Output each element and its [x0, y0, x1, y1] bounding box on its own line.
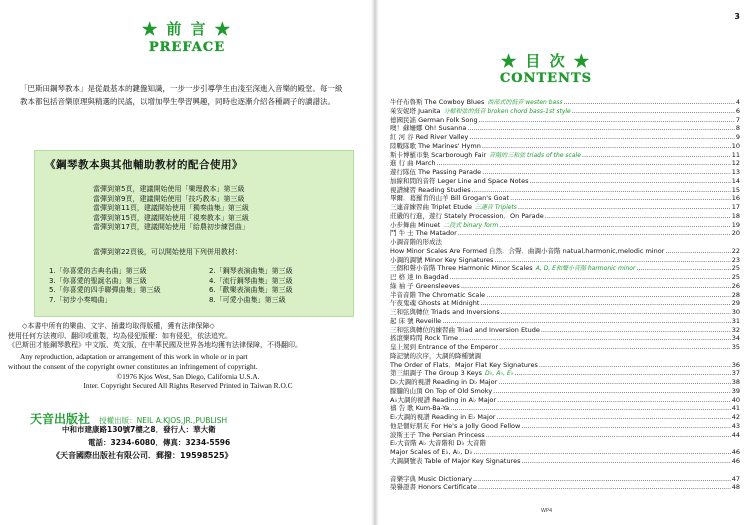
- toc-leader-dots: [442, 317, 731, 326]
- toc-entry: [390, 212, 740, 221]
- toc-entry: [390, 378, 740, 387]
- toc-entry-title: 紅 河 谷 Red River Valley: [390, 133, 469, 141]
- toc-entry-page: 43: [731, 421, 740, 430]
- toc-entry-title: 畢爾．葛羅肯的山羊 Bill Grogan's Goat: [390, 194, 510, 203]
- toc-entry-title: 莊嚴的行進，遊行 Stately Procession．On Parade: [390, 211, 544, 220]
- toc-entry-page: 47: [731, 474, 740, 483]
- toc-entry-page: 48: [731, 483, 740, 492]
- schedule-item: 當彈到第17頁，建議開始使用「給農初步練習曲」: [93, 223, 249, 232]
- toc-entry-page: 12: [731, 159, 740, 168]
- toc-leader-dots: [437, 159, 731, 168]
- toc-entry-title: 遊行隊伍 The Passing Parade: [390, 168, 482, 176]
- legal-line: Inter. Copyright Secured All Rights Reserved Printed in Taiwan R.O.C: [83, 381, 293, 391]
- toc-entry-note: 二段式 binary form: [443, 221, 499, 229]
- toc-entry: [390, 151, 740, 160]
- toc-entry-title: 三和弦與轉位 Triads and Inversions: [390, 308, 500, 316]
- toc-entry-page: 30: [731, 308, 740, 316]
- notice-line: ◇本書中所有的樂曲、文字、插畫均取得版權，獲有法律保障◇: [22, 322, 215, 330]
- books-column-1: [49, 267, 161, 305]
- toc-entry: [390, 282, 740, 291]
- toc-entry-note: 音階的三和弦 triads of the scale: [489, 151, 581, 159]
- toc-entry-page: 44: [731, 430, 740, 439]
- publisher-phone: 電話：3234-6080．傳真：3234-5596: [88, 438, 231, 447]
- preface-title-zh: ★ 前 言 ★: [142, 20, 232, 38]
- schedule-item: 當彈到第11頁，建議開始使用「獨奏曲集」第三級: [93, 204, 249, 213]
- toc-entry: [390, 203, 740, 212]
- publisher-international: 《天音國際出版社有限公司．郵撥：19598525》: [52, 451, 233, 460]
- toc-entry: [390, 186, 740, 195]
- toc-entry-title: 小調的調號 Minor Key Signatures: [390, 255, 494, 264]
- book-item: 6.「歡樂表演曲集」第三級: [209, 286, 293, 295]
- toc-leader-dots: [515, 369, 731, 378]
- schedule-item: 當彈到第15頁，建議開始使用「視奏教本」第三級: [93, 213, 249, 222]
- toc-entry: [390, 98, 740, 107]
- toc-entry-note: 西部式的低音 westen bass: [487, 99, 563, 106]
- toc-leader-dots: [480, 299, 730, 308]
- toc-entry-page: 7: [735, 115, 740, 124]
- toc-entry-title: 牛仔布魯斯 The Cowboy Blues: [390, 98, 485, 106]
- toc-entry: [390, 229, 740, 238]
- toc-leader-dots: [539, 361, 731, 370]
- toc-entry-page: 17: [731, 203, 740, 211]
- toc-leader-dots: [450, 273, 731, 282]
- toc-entry-page: 36: [731, 360, 740, 369]
- page-footer-code: WP4: [541, 508, 553, 514]
- toc-entry-page: 14: [731, 176, 740, 185]
- toc-entry-title: 鬥 牛 士 The Matador: [390, 229, 457, 238]
- toc-leader-dots: [636, 264, 730, 273]
- legal-line: ©1976 Kjos West, San Diego, California U.S.A.: [116, 371, 260, 381]
- toc-entry-title: E♭大音階 A♭ 大音階和 D♭ 大音階: [390, 439, 487, 448]
- toc-leader-dots: [459, 334, 731, 343]
- toc-entry-page: 34: [731, 334, 740, 343]
- toc-entry-page: 40: [731, 395, 740, 404]
- box-title: 《鋼琴教本與其他輔助教材的配合使用》: [45, 159, 243, 171]
- toc-leader-dots: [469, 133, 734, 142]
- toc-entry: [390, 431, 740, 440]
- toc-entry-title: 陸戰隊歌 The Marines' Hymn: [390, 141, 481, 150]
- book-item: 4.「流行鋼琴曲集」第三級: [209, 276, 293, 285]
- toc-leader-dots: [497, 396, 731, 405]
- toc-leader-dots: [486, 431, 731, 440]
- toc-entry-page: 38: [731, 378, 740, 386]
- toc-entry: [390, 343, 740, 352]
- toc-leader-dots: [582, 151, 731, 160]
- toc-entry: [390, 369, 740, 378]
- toc-entry-title: 起 床 號 Reveille: [390, 316, 442, 325]
- toc-entry-page: 37: [731, 369, 740, 378]
- toc-entry-page: 10: [731, 141, 740, 150]
- toc-leader-dots: [518, 203, 731, 212]
- toc-entry-note: 三連音 Triplets: [475, 204, 517, 211]
- table-of-contents: [390, 98, 740, 492]
- book-item: 1.「你喜愛的古典名曲」第三級: [49, 267, 147, 275]
- supplementary-materials-box: [34, 150, 354, 317]
- toc-entry: [390, 448, 740, 457]
- page-number: 3: [734, 12, 740, 21]
- toc-entry-page: 31: [731, 316, 740, 325]
- toc-leader-dots: [478, 483, 731, 492]
- toc-entry-page: 16: [731, 194, 740, 203]
- publisher-name: 天音出版社: [30, 412, 91, 426]
- toc-entry: [390, 291, 740, 300]
- toc-entry-page: 39: [731, 386, 740, 395]
- toc-entry: [390, 238, 740, 247]
- toc-leader-dots: [521, 457, 730, 466]
- toc-leader-dots: [563, 98, 734, 107]
- toc-entry: [390, 273, 740, 282]
- toc-leader-dots: [479, 116, 735, 125]
- toc-entry-title: 皇上駕到 Entrance of the Emperor: [390, 343, 499, 351]
- toc-entry-title: D♭大調的視譜 Reading in D♭ Major: [390, 378, 498, 386]
- toc-entry-page: 9: [735, 133, 740, 141]
- toc-entry: [390, 299, 740, 308]
- legal-line: without the consent of the copyright owner constitutes an infringement of copyright.: [8, 361, 258, 371]
- toc-entry: [390, 264, 740, 273]
- toc-entry: [390, 404, 740, 413]
- contents-title-en: CONTENTS: [499, 71, 593, 86]
- schedule-item: 當彈到第5頁，建議開始使用「樂理教本」第三級: [93, 185, 245, 193]
- toc-entry: [390, 124, 740, 133]
- book-item: 8.「可愛小曲集」第三級: [209, 295, 286, 304]
- toc-leader-dots: [493, 387, 731, 396]
- toc-entry-title: 噢！蘇姍娜 Oh! Susanna: [390, 124, 467, 133]
- toc-entry-page: 15: [731, 185, 740, 194]
- toc-leader-dots: [501, 308, 731, 317]
- publisher-license: 授權出版：NEIL A.KJOS,JR.,PUBLISH: [99, 416, 228, 425]
- toc-entry-title: 半音音階 The Chromatic Scale: [390, 290, 486, 299]
- toc-leader-dots: [499, 343, 731, 352]
- toc-entry-page: 19: [731, 220, 740, 229]
- toc-leader-dots: [473, 448, 730, 457]
- toc-leader-dots: [482, 142, 731, 151]
- toc-leader-dots: [482, 168, 731, 177]
- toc-entry-title: 綠 袖 子 Greensleeves: [390, 281, 460, 290]
- after-page-22-line: 當彈到第22頁後，可以開始使用下列併用教材：: [93, 248, 242, 256]
- toc-leader-dots: [521, 422, 730, 431]
- toc-entry-page: 28: [731, 290, 740, 299]
- toc-entry-title: 午夜鬼魂 Ghosts at Midnight: [390, 299, 480, 308]
- toc-entry: [390, 326, 740, 335]
- toc-entry-page: 23: [731, 255, 740, 264]
- toc-entry: [390, 116, 740, 125]
- toc-entry-page: 11: [731, 150, 740, 159]
- toc-entry: [390, 413, 740, 422]
- toc-entry-page: 46: [731, 448, 740, 456]
- toc-entry: [390, 361, 740, 370]
- schedule-list: [93, 185, 249, 233]
- book-item: 2.「鋼琴表演曲集」第三級: [209, 267, 293, 275]
- toc-entry-page: 32: [731, 325, 740, 334]
- toc-leader-dots: [472, 186, 731, 195]
- toc-entry-title: How Minor Scales Are Formed 自然．合聲．曲調小音階 natual,harmonic,melodic minor: [390, 246, 665, 255]
- toc-entry-title: 小步舞曲 Minuet: [390, 220, 441, 229]
- toc-entry-page: 4: [735, 98, 740, 106]
- toc-spacer: [390, 466, 740, 475]
- toc-entry-page: 46: [731, 456, 740, 465]
- toc-entry-title: 三和弦與轉位的練習曲 Triad and Inversion Etude: [390, 325, 540, 334]
- toc-entry: [390, 352, 740, 361]
- toc-entry: [390, 483, 740, 492]
- notice-line: 《巴斯田才能鋼琴教程》中文版、英文版，在中華民國及世界各地均獲有法律保障，不得翻印。: [8, 341, 302, 349]
- toc-leader-dots: [545, 212, 731, 221]
- toc-entry-page: 26: [731, 281, 740, 290]
- toc-entry-page: 22: [731, 246, 740, 255]
- toc-entry-title: A♭大調的視譜 Reading in A♭ Major: [390, 395, 497, 404]
- contents-page: [376, 0, 750, 525]
- toc-leader-dots: [572, 107, 735, 116]
- toc-entry-title: 榮譽證書 Honors Certificate: [390, 483, 477, 492]
- preface-title-en: PREFACE: [148, 40, 226, 55]
- toc-leader-dots: [473, 475, 731, 484]
- toc-leader-dots: [458, 229, 731, 238]
- toc-entry-note: D♭, A♭, E♭: [484, 370, 514, 378]
- toc-leader-dots: [496, 413, 730, 422]
- books-column-2: [209, 267, 293, 305]
- book-item: 3.「你喜愛的聖誕名曲」第三級: [49, 276, 147, 285]
- toc-entry-title: Major Scales of E♭, A♭, D♭: [390, 448, 473, 456]
- toc-leader-dots: [510, 194, 731, 203]
- toc-entry: [390, 133, 740, 142]
- preface-page: [0, 0, 374, 525]
- schedule-item: 當彈到第9頁，建議開始使用「技巧教本」第三級: [93, 194, 245, 203]
- toc-entry: [390, 256, 740, 265]
- toc-entry-title: 進 行 曲 March: [390, 159, 436, 168]
- toc-entry-title: 禱 告 歌 Kum-Ba-Ya: [390, 404, 450, 413]
- toc-entry: [390, 159, 740, 168]
- toc-entry: [390, 194, 740, 203]
- toc-entry-title: 波斯王子 The Persian Princess: [390, 430, 485, 439]
- toc-entry-page: 8: [735, 124, 740, 133]
- toc-entry: [390, 107, 740, 116]
- toc-entry-title: 小調音階的形成法: [390, 238, 442, 246]
- toc-entry-title: 大調調號表 Table of Major Key Signatures: [390, 456, 521, 465]
- notice-line: 使用任何方法複印、翻印或重製，均為侵犯版權：如有侵犯，依法追究。: [8, 331, 232, 340]
- toc-entry-title: 視譜練習 Reading Studies: [390, 185, 471, 194]
- toc-entry: [390, 221, 740, 230]
- toc-entry-title: 搖滾樂時間 Rock Time: [390, 334, 459, 343]
- toc-entry-title: 第三組調子 The Group 3 Keys: [390, 369, 482, 378]
- toc-entry: [390, 308, 740, 317]
- book-item: 7.「初步小奏鳴曲」: [49, 295, 112, 304]
- toc-entry: [390, 247, 740, 256]
- toc-entry: [390, 422, 740, 431]
- toc-leader-dots: [494, 256, 730, 265]
- toc-entry: [390, 177, 740, 186]
- toc-entry: [390, 457, 740, 466]
- toc-entry-page: 6: [735, 106, 740, 115]
- publisher-address: 中和市建康路130號7樓之8．發行人：華大衛: [62, 425, 216, 434]
- toc-leader-dots: [461, 282, 731, 291]
- toc-entry-note: 分解和弦的低音 broken chord bass-1st style: [443, 107, 571, 115]
- toc-entry: [390, 142, 740, 151]
- copyright-notice-en: [8, 352, 368, 391]
- toc-entry: [390, 387, 740, 396]
- toc-entry-page: 13: [731, 168, 740, 176]
- toc-entry-title: E♭大調的視譜 Reading in E♭ Major: [390, 413, 496, 421]
- toc-leader-dots: [665, 247, 730, 256]
- toc-entry-page: 41: [731, 404, 740, 413]
- toc-entry: [390, 317, 740, 326]
- toc-entry-title: The Order of Flats．Major Flat Key Signatures: [390, 360, 538, 369]
- toc-entry: [390, 439, 740, 448]
- copyright-notice-zh: [8, 322, 368, 351]
- toc-entry-title: 茱安妮塔 Juanita: [390, 106, 441, 115]
- toc-entry-title: 他是個好朋友 For He's a Jolly Good Fellow: [390, 421, 521, 430]
- preface-intro: 「巴斯田鋼琴教本」是從最基本的鍵盤知識，一步一步引導學生由淺至深進入音樂的殿堂。每一級教本都包括音樂原理與精選的民謠，以增加學生學習興趣，同時也逐漸介紹各種調子的讀譜法。: [20, 84, 343, 106]
- toc-entry-page: 35: [731, 343, 740, 351]
- legal-line: Any reproduction, adaptation or arrangement of this work in whole or in part: [20, 352, 248, 361]
- toc-entry-page: 29: [731, 299, 740, 308]
- toc-entry: [390, 475, 740, 484]
- toc-entry: [390, 168, 740, 177]
- toc-entry-page: 42: [731, 413, 740, 421]
- toc-leader-dots: [499, 221, 731, 230]
- toc-entry-note: A, D, E和聲小音階 harmonic minor: [535, 265, 636, 273]
- toc-entry-title: 加線和間的音符 Leger Line and Space Notes: [390, 176, 529, 185]
- toc-entry: [390, 396, 740, 405]
- toc-entry-page: 25: [731, 273, 740, 281]
- toc-leader-dots: [541, 326, 731, 335]
- book-item: 5.「你喜愛的四手聯彈曲集」第三級: [49, 286, 161, 295]
- toc-leader-dots: [467, 124, 735, 133]
- toc-entry-page: 18: [731, 211, 740, 220]
- toc-entry-title: 三個和聲小音階 Three Harmonic Minor Scales: [390, 264, 533, 273]
- toc-leader-dots: [486, 291, 731, 300]
- toc-entry-title: 音樂字典 Music Dictionary: [390, 474, 472, 483]
- toc-entry-title: 德國民謠 German Folk Song: [390, 115, 478, 124]
- toc-entry-title: 斯卡博羅市集 Scarborough Fair: [390, 150, 487, 159]
- toc-entry-title: 朦朧的山頂 On Top of Old Smoky: [390, 386, 493, 395]
- contents-title-zh: ★ 目 次 ★: [501, 52, 591, 70]
- toc-entry-title: 三連音練習曲 Triplet Etude: [390, 203, 473, 211]
- toc-leader-dots: [450, 404, 730, 413]
- toc-entry-title: 巴 格 達 In Bagdad: [390, 273, 449, 281]
- toc-leader-dots: [498, 378, 730, 387]
- toc-leader-dots: [530, 177, 731, 186]
- toc-entry-page: 25: [731, 264, 740, 273]
- toc-entry-title: 降記號的次序，大調的降種號調: [390, 351, 481, 360]
- toc-entry: [390, 334, 740, 343]
- toc-entry-page: 20: [731, 229, 740, 238]
